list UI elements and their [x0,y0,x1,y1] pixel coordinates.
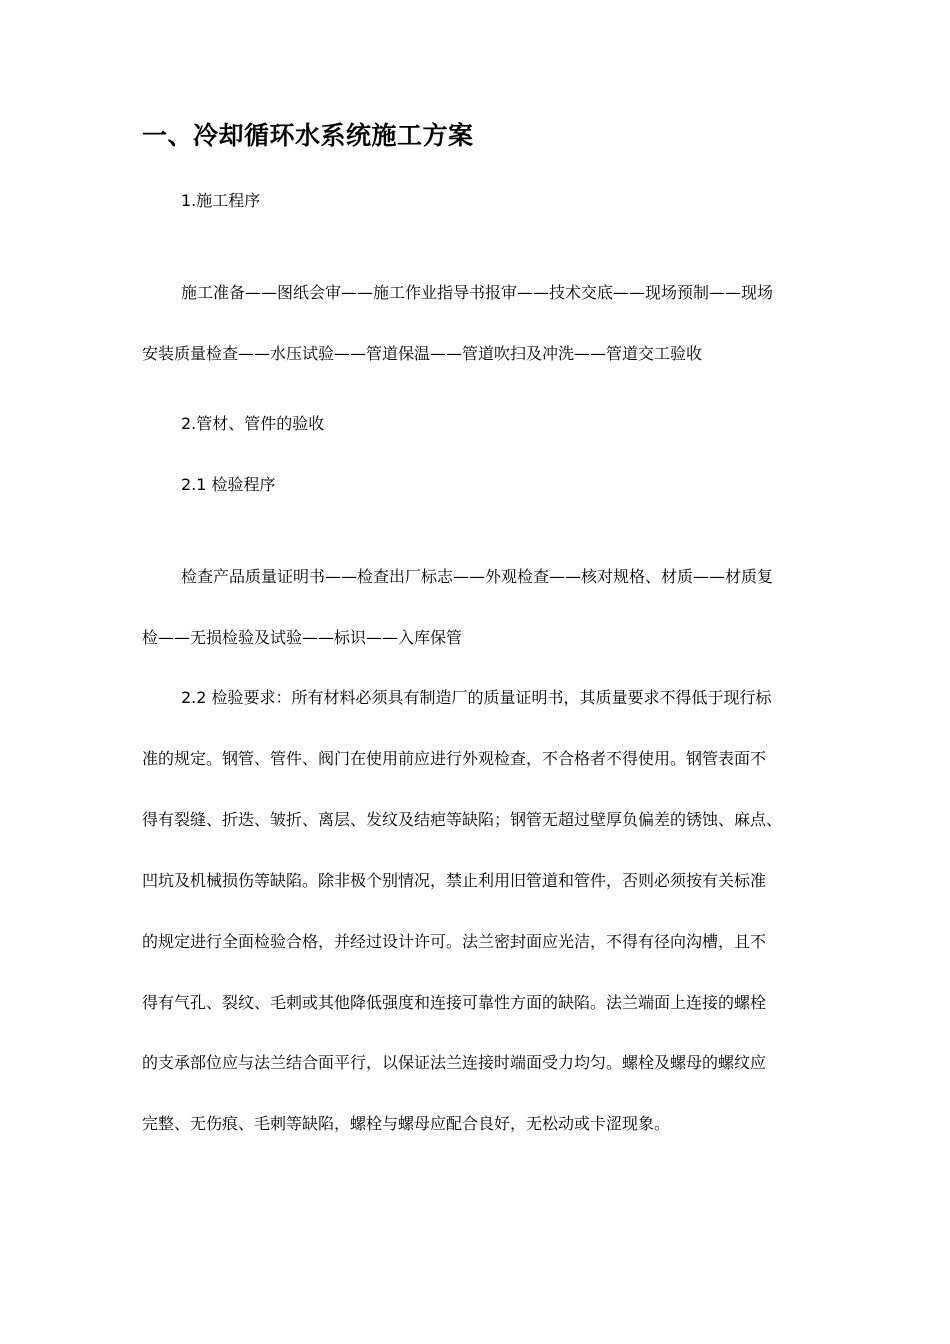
section-2-2-line-1: 2.2 检验要求：所有材料必须具有制造厂的质量证明书，其质量要求不得低于现行标 [181,688,772,707]
section-2-2-line-7: 的支承部位应与法兰结合面平行，以保证法兰连接时端面受力均匀。螺栓及螺母的螺纹应 [142,1053,767,1072]
section-2-2-line-5: 的规定进行全面检验合格，并经过设计许可。法兰密封面应光洁，不得有径向沟槽，且不 [142,932,767,951]
section-2-2-line-8: 完整、无伤痕、毛刺等缺陷，螺栓与螺母应配合良好，无松动或卡涩现象。 [142,1114,671,1133]
section-2-1-flow-line-1: 检查产品质量证明书——检查出厂标志——外观检查——核对规格、材质——材质复 [181,567,774,586]
document-title: 一、冷却循环水系统施工方案 [142,121,474,150]
section-1-flow-line-1: 施工准备——图纸会审——施工作业指导书报审——技术交底——现场预制——现场 [181,283,774,302]
section-2-heading: 2.管材、管件的验收 [181,414,325,433]
section-2-1-flow-line-2: 检——无损检验及试验——标识——入库保管 [142,628,463,647]
section-1-flow-line-2: 安装质量检查——水压试验——管道保温——管道吹扫及冲洗——管道交工验收 [142,344,703,363]
section-2-2-line-6: 得有气孔、裂纹、毛刺或其他降低强度和连接可靠性方面的缺陷。法兰端面上连接的螺栓 [142,993,767,1012]
section-2-2-line-4: 凹坑及机械损伤等缺陷。除非极个别情况，禁止利用旧管道和管件，否则必须按有关标准 [142,871,767,890]
section-2-2-line-2: 准的规定。钢管、管件、阀门在使用前应进行外观检查，不合格者不得使用。钢管表面不 [142,749,767,768]
section-2-2-line-3: 得有裂缝、折迭、皱折、离层、发纹及结疤等缺陷；钢管无超过壁厚负偏差的锈蚀、麻点、 [142,810,783,829]
section-1-heading: 1.施工程序 [181,191,261,210]
section-2-1-heading: 2.1 检验程序 [181,475,276,494]
